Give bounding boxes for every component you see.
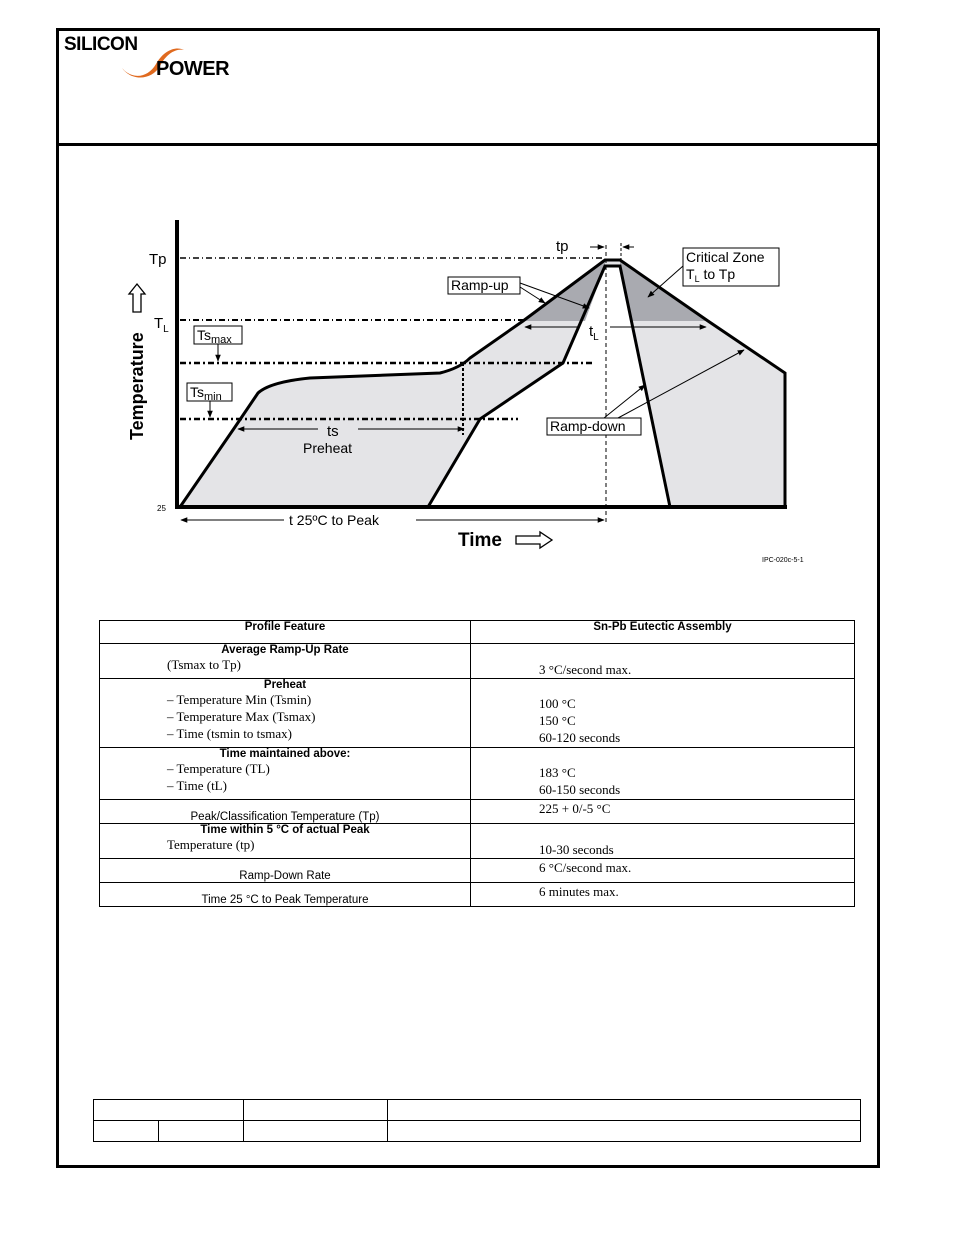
row-value: 60-150 seconds	[539, 782, 621, 797]
preheat-label: Preheat	[303, 440, 353, 456]
row-value: 183 °C	[539, 765, 576, 780]
table-row	[100, 748, 855, 800]
header-snpb-assembly: Sn-Pb Eutectic Assembly	[471, 621, 855, 644]
row-value: 225 + 0/-5 °C	[539, 801, 611, 816]
row-title: Preheat	[263, 679, 307, 691]
row-label: Ramp-Down Rate	[239, 870, 331, 882]
tl-label: $t_L$	[589, 323, 599, 343]
row-value: 6 °C/second max.	[539, 860, 632, 875]
footer-revision-table	[93, 1099, 861, 1142]
footer-row	[94, 1121, 861, 1142]
y-tick-tp: Tp	[149, 251, 167, 268]
row-value: 6 minutes max.	[539, 884, 619, 899]
logo-text-power: POWER	[156, 58, 230, 80]
reflow-profile-chart	[0, 0, 954, 600]
y-tick-25: 25	[157, 504, 166, 513]
row-value: 60-120 seconds	[539, 730, 621, 745]
t25-peak-label: t 25ºC to Peak	[289, 512, 379, 528]
logo-text-silicon: SILICON	[64, 34, 138, 55]
row-label: Peak/Classification Temperature (Tp)	[190, 811, 380, 823]
footer-cell	[244, 1100, 388, 1121]
row-item: – Temperature (TL)	[167, 761, 270, 776]
row-item: Temperature (tp)	[167, 837, 255, 852]
row-item: (Tsmax to Tp)	[167, 657, 241, 672]
x-arrow-icon	[516, 532, 552, 548]
row-title: Time within 5 °C of actual Peak	[200, 824, 370, 836]
ramp-down-label: Ramp-down	[550, 418, 626, 434]
row-item: – Time (tL)	[167, 778, 227, 793]
footer-cell	[159, 1121, 244, 1142]
table-row	[100, 824, 855, 859]
profile-band	[180, 260, 785, 507]
tsmax-label: $Ts_{max}$	[197, 327, 232, 346]
critical-zone-sub: $T_L$ to Tp	[686, 266, 736, 284]
table-row	[100, 644, 855, 679]
row-title: Time maintained above:	[219, 748, 351, 760]
row-item: – Temperature Max (Tsmax)	[167, 709, 316, 724]
row-label: Time 25 °C to Peak Temperature	[201, 894, 369, 906]
y-tick-tl: $T_L$	[154, 315, 169, 335]
row-value: 10-30 seconds	[539, 842, 614, 857]
footer-cell	[244, 1121, 388, 1142]
y-arrow-icon	[129, 284, 145, 312]
y-axis-label: Temperature	[127, 332, 147, 440]
table-row	[100, 800, 855, 824]
footer-cell	[388, 1121, 861, 1142]
footer-cell	[94, 1121, 159, 1142]
tsmin-label: $Ts_{min}$	[190, 384, 222, 403]
row-value: 150 °C	[539, 713, 576, 728]
ramp-up-label: Ramp-up	[451, 277, 509, 293]
profile-table	[99, 620, 855, 907]
row-item: – Time (tsmin to tsmax)	[167, 726, 292, 741]
row-value: 100 °C	[539, 696, 576, 711]
row-value: 3 °C/second max.	[539, 662, 632, 677]
critical-zone-label: Critical Zone	[686, 249, 765, 265]
row-title: Average Ramp-Up Rate	[221, 644, 349, 656]
row-item: – Temperature Min (Tsmin)	[167, 692, 312, 707]
table-row	[100, 883, 855, 907]
footer-cell	[94, 1100, 244, 1121]
table-row	[100, 859, 855, 883]
footer-cell	[388, 1100, 861, 1121]
ts-label: ts	[327, 423, 339, 440]
tp-label: tp	[556, 238, 569, 255]
source-label: IPC-020c-5-1	[762, 557, 804, 564]
header-profile-feature: Profile Feature	[100, 621, 471, 644]
table-row	[100, 679, 855, 748]
table-header-row	[100, 621, 855, 644]
x-axis-label: Time	[458, 530, 503, 551]
footer-row	[94, 1100, 861, 1121]
